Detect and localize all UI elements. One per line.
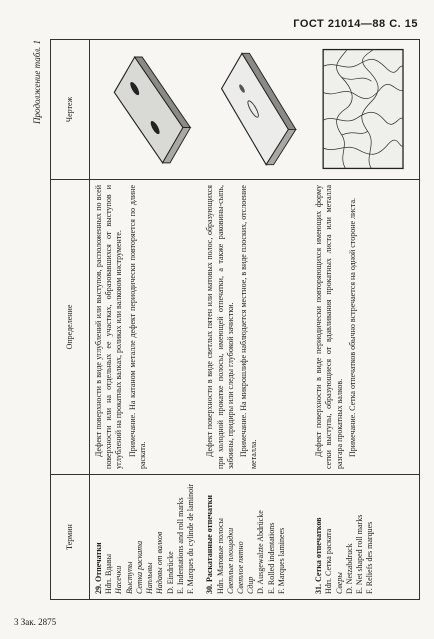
term-line: E. Indentations and roll marks bbox=[175, 497, 185, 594]
table-caption: Продолжение табл. 1 bbox=[32, 40, 42, 124]
definition-note: Примечание. Сетка отпечатков обычно встречается на одной стороне листа. bbox=[347, 197, 357, 457]
term-line: F. Marques du cylinde de laminoir bbox=[186, 483, 196, 594]
table-row bbox=[310, 40, 419, 600]
term-line: D. Netzabdruck bbox=[344, 543, 354, 594]
term-line: Наплывы bbox=[145, 562, 155, 594]
definition-text: Дефект поверхности в виде периодически повторяющихся имеющих форму сетки выступы, образующиеся от вдавливания прокатных листа или металла разгара прокатных валков. bbox=[314, 185, 344, 469]
terms-table bbox=[50, 39, 420, 600]
definition-cell bbox=[90, 180, 202, 475]
drawing-cell bbox=[201, 40, 310, 180]
term-title: 30. Раскатанные отпечатки bbox=[205, 495, 215, 594]
rotated-table-block bbox=[34, 40, 420, 600]
term-line: Сетка раската bbox=[134, 540, 144, 594]
term-line: Нdп. Сетка раската bbox=[324, 528, 334, 594]
term-line: D. Eindrücke bbox=[165, 551, 175, 594]
term-line: E. Rolled indentations bbox=[266, 522, 276, 594]
col-term-header: Термин bbox=[51, 475, 90, 600]
term-cell bbox=[201, 475, 310, 600]
term-line: F. Marques laminees bbox=[276, 527, 286, 594]
definition-cell bbox=[201, 180, 310, 475]
drawing-cell bbox=[90, 40, 202, 180]
drawing-cell bbox=[310, 40, 419, 180]
page-header: ГОСТ 21014—88 С. 15 bbox=[293, 18, 418, 30]
table-header-row bbox=[51, 40, 90, 600]
plate-indentations-drawing bbox=[94, 44, 194, 174]
definition-note: Примечание. На катаном металле дефект периодически повторяется по длине раската. bbox=[127, 185, 147, 469]
term-line: Насечки bbox=[114, 565, 124, 594]
term-line: D. Ausgewalzte Abdrücke bbox=[256, 510, 266, 594]
term-title: 31. Сетка отпечатков bbox=[314, 517, 324, 594]
term-line: Светлые площадки bbox=[225, 527, 235, 594]
plate-light-spots-drawing bbox=[205, 44, 305, 174]
term-line: E. Net shaped roll marks bbox=[355, 514, 365, 594]
term-cell bbox=[90, 475, 202, 600]
term-line: Нdп. Матовые полосы bbox=[215, 518, 225, 594]
term-cell bbox=[310, 475, 419, 600]
table-row bbox=[201, 40, 310, 600]
term-line: Надавы от валков bbox=[155, 531, 165, 594]
term-title: 29. Отпечатки bbox=[94, 542, 103, 594]
page-footer: 3 Зак. 2875 bbox=[14, 617, 57, 627]
table-row bbox=[90, 40, 202, 600]
col-definition-header: Определение bbox=[51, 180, 90, 475]
col-drawing-header: Чертеж bbox=[51, 40, 90, 180]
term-line: Сдир bbox=[246, 576, 256, 594]
term-line: F. Reliefs des marques bbox=[365, 521, 375, 594]
definition-note: Примечание. На микрошлифе наблюдается местное, в виде плоских, отслоение металла. bbox=[238, 185, 259, 469]
term-line: Выступы bbox=[124, 561, 134, 594]
definition-cell bbox=[310, 180, 419, 475]
definition-text: Дефект поверхности в виде углублений или выступов, расположенных по всей поверхности или на отдельных ее участках, образовавшихся от выступов и углублений на прокатных валках, роликах или валковом инструменте. bbox=[94, 185, 124, 469]
term-line: Сверы bbox=[334, 572, 344, 594]
definition-text: Дефект поверхности в виде светлых пятен или матовых полос, образующихся при холодной прокатке полосы, имеющей отпечатки, а также раковины-сыпь, забоины, придиры или следы глубокой зачистки. bbox=[205, 185, 235, 469]
term-line: Светлое пятно bbox=[235, 541, 245, 594]
net-pattern-drawing bbox=[314, 44, 414, 174]
term-line: Нdп. Вдавы bbox=[104, 554, 114, 594]
